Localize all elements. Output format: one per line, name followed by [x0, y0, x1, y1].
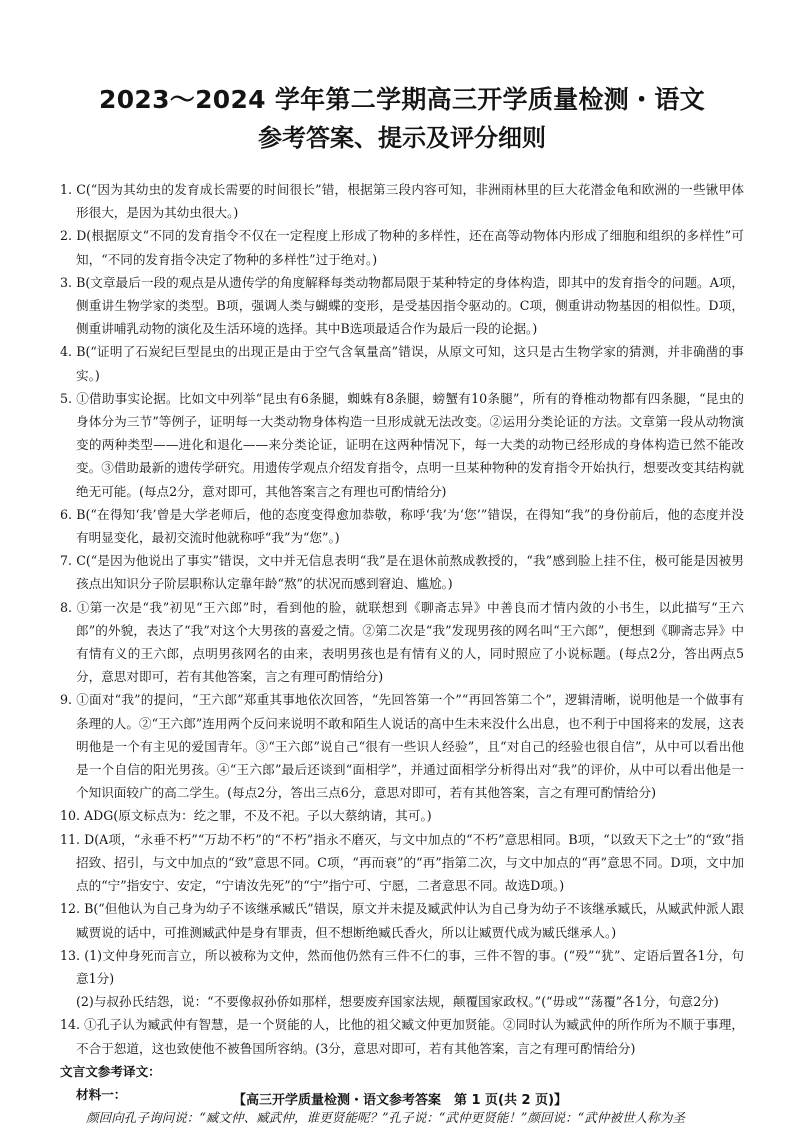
answer-item-3: 3. B(文章最后一段的观点是从遗传学的角度解释每类动物都局限于某种特定的身体构造，即其中的发育指令的问题。A项，侧重讲生物学家的类型。B项，强调人类与蝴蝶的变形，是受基因指令驱动的。C项，侧重讲动物基因的相似性。D项，侧重讲哺乳动物的演化及生活环境的选择。其中B选项最适合作为最后一段的论据。)	[60, 274, 744, 337]
answer-item-1: 1. C(“因为其幼虫的发育成长需要的时间很长”错，根据第三段内容可知，非洲雨林里的巨大花潜金龟和欧洲的一些锹甲体形很大，是因为其幼虫很大。)	[60, 182, 744, 221]
answer-item-13-part-2: (2)与叔孙氏结怨，说：“不要像叔孙侨如那样，想要废弃国家法规，颠覆国家政权。”(“毋或”“荡覆”各1分，句意2分)	[76, 994, 719, 1010]
answer-item-8: 8. ①第一次是“我”初见“王六郎”时，看到他的脸，就联想到《聊斋志异》中善良而才情内敛的小书生，以此描写“王六郎”的外貌，表达了“我”对这个大男孩的喜爱之情。②第二次是“我”发现男孩的网名叫“王六郎”，便想到《聊斋志异》中有情有义的王六郎，点明男孩网名的由来，表明男孩也是有情有义的人，同时照应了小说标题。(每点2分，答出两点5分，意思对即可，若有其他答案，言之有理可酌情给分)	[60, 599, 744, 685]
translation-heading: 文言文参考译文：	[60, 1063, 161, 1079]
answer-item-7: 7. C(“是因为他说出了事实”错误，文中并无信息表明“我”是在退休前熬成教授的，“我”感到脸上挂不住，极可能是因被男孩点出知识分子阶层职称认定靠年龄“熬”的状况而感到窘迫、尴尬。)	[60, 553, 744, 592]
answer-item-4: 4. B(“证明了石炭纪巨型昆虫的出现正是由于空气含氧量高”错误，从原文可知，这只是古生物学家的猜测，并非确凿的事实。)	[60, 344, 744, 383]
page-subtitle: 参考答案、提示及评分细则	[258, 124, 546, 152]
page-footer: 【高三开学质量检测・语文参考答案 第 1 页(共 2 页)】	[232, 1093, 568, 1108]
answer-item-10: 10. ADG(原文标点为：纥之罪，不及不祀。子以大蔡纳请，其可。)	[60, 808, 432, 824]
answer-item-14: 14. ①孔子认为臧武仲有智慧，是一个贤能的人，比他的祖父臧文仲更加贤能。②同时认为臧武仲的所作所为不顺于事理，不合于恕道，这也致使他不被鲁国所容纳。(3分，意思对即可，若有其他答案，言之有理可酌情给分)	[60, 1017, 744, 1056]
answer-item-2: 2. D(根据原文“不同的发育指令不仅在一定程度上形成了物种的多样性，还在高等动物体内形成了细胞和组织的多样性”可知，“不同的发育指令决定了物种的多样性”过于绝对。)	[60, 228, 744, 267]
answer-item-6: 6. B(“在得知‘我’曾是大学老师后，他的态度变得愈加恭敬，称呼‘我’为‘您’”错误，在得知“我”的身份前后，他的态度并没有明显变化，最初交流时他就称呼“我”为“您”。)	[60, 506, 744, 546]
answers-content	[60, 178, 744, 1129]
material-one-heading: 材料一：	[76, 1086, 127, 1102]
answer-item-11: 11. D(A项，“永垂不朽”“万劫不朽”的“不朽”指永不磨灭，与文中加点的“不朽”意思相同。B项，“以致天下之士”的“致”指招致、招引，与文中加点的“致”意思不同。C项，“再而衰”的“再”指第二次，与文中加点的“再”意思不同。D项，文中加点的“宁”指安宁、安定，“宁请汝先死”的“宁”指宁可、宁愿，二者意思不同。故选D项。)	[60, 831, 744, 894]
page-title: 2023～2024 学年第二学期高三开学质量检测・语文	[99, 85, 705, 114]
answer-item-5: 5. ①借助事实论据。比如文中列举“昆虫有6条腿，蜘蛛有8条腿，螃蟹有10条腿”，所有的脊椎动物都有四条腿，“昆虫的身体分为三节”等例子，证明每一大类动物身体构造一旦形成就无法改变。②运用分类论证的方法。文章第一段从动物演变的两种类型——进化和退化——来分类论证，证明在这两种情况下，每一大类的动物已经形成的身体构造已然不能改变。③借助最新的遗传学研究。用遗传学观点介绍发育指令，点明一旦某种物种的发育指令开始执行，想要改变其结构就绝无可能。(每点2分，意对即可，其他答案言之有理也可酌情给分)	[60, 390, 744, 499]
answer-item-12: 12. B(“但他认为自己身为幼子不该继承臧氏”错误，原文并未提及臧武仲认为自己身为幼子不该继承臧氏，从臧武仲派人跟臧贾说的话中，可推测臧武仲是身有罪责，但不想断绝臧氏香火，所以让臧贾代成为臧氏继承人。)	[60, 901, 744, 940]
translation-text: 颜回向孔子询问说：“臧文仲、臧武仲，谁更贤能呢？”孔子说：“武仲更贤能！”颜回说：“武仲被世人称为圣	[86, 1110, 685, 1126]
answer-item-9: 9. ①面对“我”的提问，“王六郎”郑重其事地依次回答，“先回答第一个”“再回答第二个”，逻辑清晰，说明他是一个做事有条理的人。②“王六郎”连用两个反问来说明不敢和陌生人说话的高中生未来没什么出息，也不利于中国将来的发展，这表明他是一个有主见的爱国青年。③“王六郎”说自己“很有一些识人经验”，且“对自己的经验也很自信”，从中可以看出他是一个自信的阳光男孩。④“王六郎”最后还谈到“面相学”，并通过面相学分析得出对“我”的评价，从中可以看出他是一个知识面较广的高二学生。(每点2分，答出三点6分，意思对即可，若有其他答案，言之有理可酌情给分)	[60, 692, 744, 801]
answer-item-13: 13. (1)文仲身死而言立，所以被称为文仲，然而他仍然有三件不仁的事，三件不智的事。(“殁”“犹”、定语后置各1分，句意1分)	[60, 947, 744, 986]
